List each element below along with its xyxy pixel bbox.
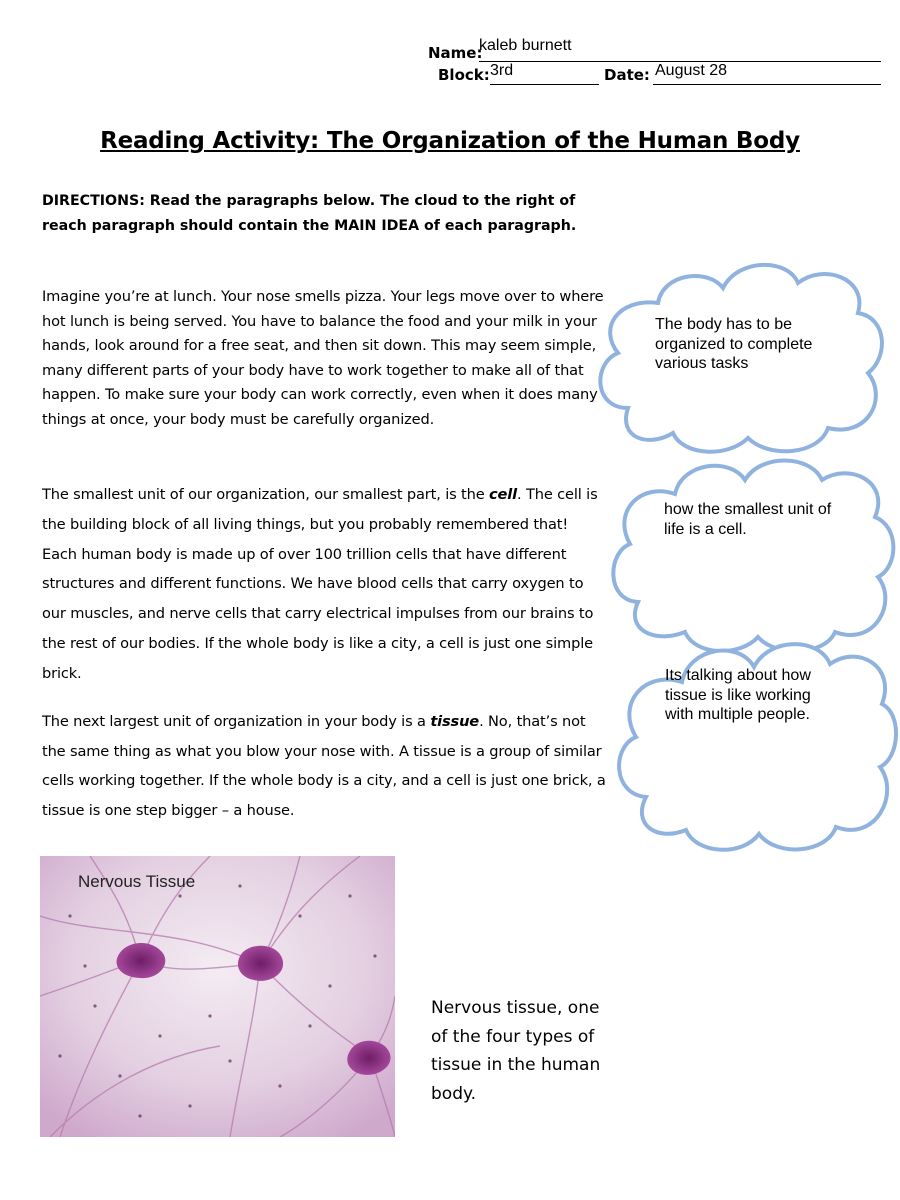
paragraph-tissue <box>42 707 607 826</box>
image-caption: Nervous tissue, one of the four types of tissue in the human body. <box>431 998 601 1104</box>
block-label: Block: <box>438 66 490 84</box>
cloud-shape-icon <box>600 452 900 657</box>
paragraph-cell <box>42 480 607 689</box>
directions-text: DIRECTIONS: Read the paragraphs below. The cloud to the right of reach paragraph should contain the MAIN IDEA of each paragraph. <box>42 193 577 234</box>
image-label: Nervous Tissue <box>78 872 196 891</box>
micrograph-icon <box>40 856 395 1137</box>
paragraph-tissue-text-2: . No, that’s not the same thing as what you blow your nose with. A tissue is a group of similar cells working together. If the whole body is a city, and a cell is just one brick, a tissue is one step bigger – a house. <box>42 713 606 820</box>
name-value[interactable]: kaleb burnett <box>479 37 572 54</box>
paragraph-lunch: Imagine you’re at lunch. Your nose smells pizza. Your legs move over to where hot lunch is being served. You have to balance the food and your milk in your hands, look around for a free seat, and then sit down. This may seem simple, many different parts of your body have to work together to make all of that happen. To make sure your body can work correctly, even when it does many things at once, your body must be carefully organized. <box>42 288 604 428</box>
main-idea-cloud-2[interactable] <box>600 452 900 657</box>
date-label: Date: <box>604 66 650 84</box>
nervous-tissue-image <box>40 856 395 1137</box>
cloud-1-text[interactable]: The body has to be organized to complete various tasks <box>655 316 813 372</box>
paragraph-tissue-text-1: The next largest unit of organization in your body is a <box>42 713 431 730</box>
date-underline <box>653 84 881 85</box>
paragraph-cell-text-1: The smallest unit of our organization, our smallest part, is the <box>42 486 490 503</box>
page-title: Reading Activity: The Organization of the Human Body <box>100 128 800 154</box>
cloud-3-text[interactable]: Its talking about how tissue is like working with multiple people. <box>665 667 811 723</box>
block-value[interactable]: 3rd <box>490 62 514 79</box>
main-idea-cloud-3[interactable] <box>604 632 900 857</box>
paragraph-cell-text-2: . The cell is the building block of all living things, but you probably remembered that! Each human body is made up of over 100 trillion cells that have different structures and different functions. We have blood cells that carry oxygen to our muscles, and nerve cells that carry electrical impulses from our brains to the rest of our bodies. If the whole body is like a city, a cell is just one simple brick. <box>42 486 598 682</box>
main-idea-cloud-1[interactable] <box>588 258 888 458</box>
term-tissue: tissue <box>430 713 480 730</box>
name-label: Name: <box>428 44 483 62</box>
cloud-2-text[interactable]: how the smallest unit of life is a cell. <box>664 501 832 538</box>
date-value[interactable]: August 28 <box>655 62 728 79</box>
term-cell: cell <box>489 486 517 503</box>
block-underline <box>490 84 599 85</box>
